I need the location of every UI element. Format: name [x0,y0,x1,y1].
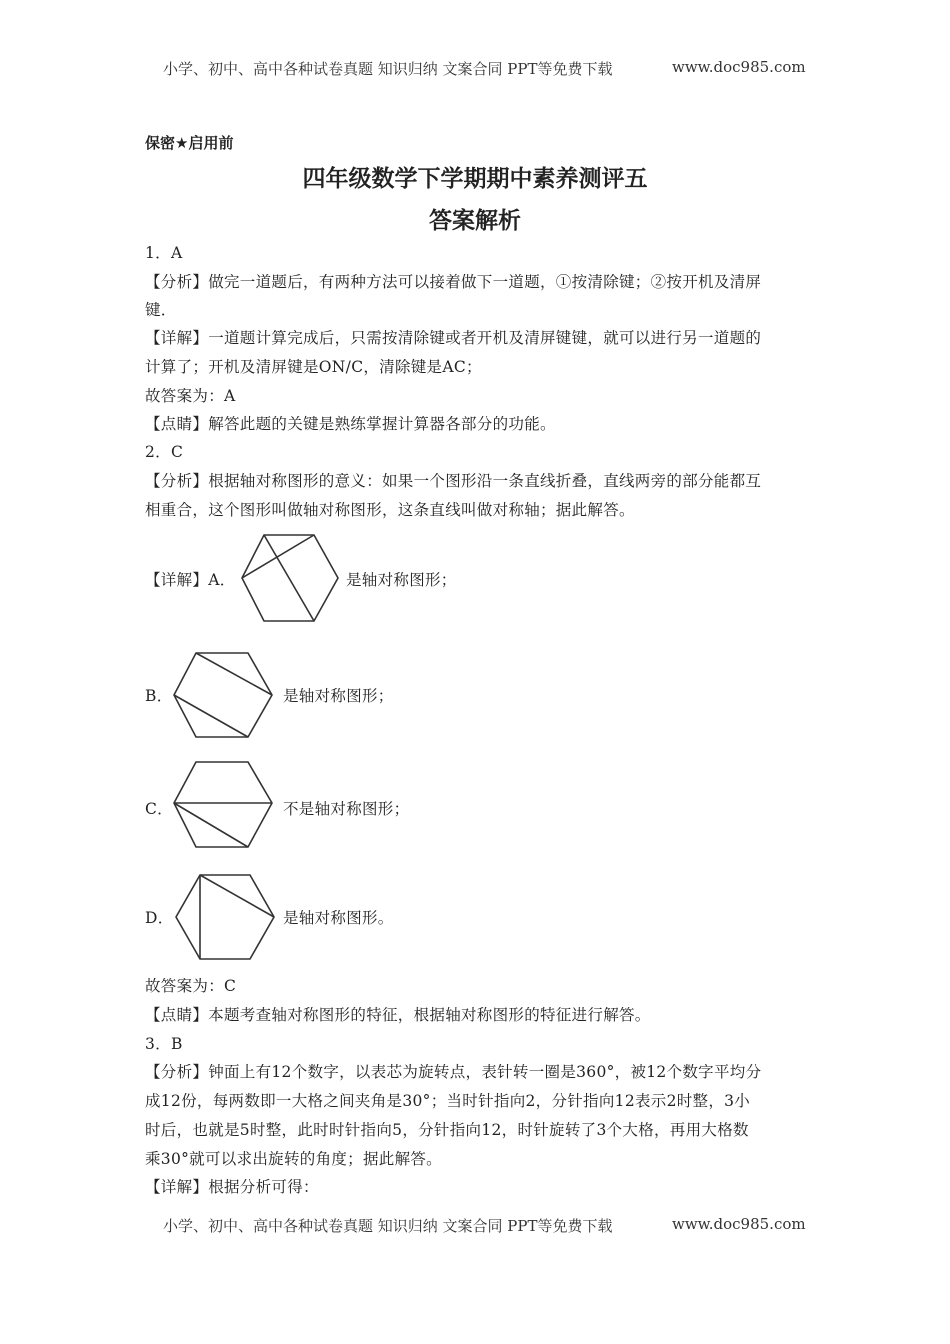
hexagon-figure-d [174,873,276,961]
q1-analysis-line2: 键． [145,301,177,319]
q1-detail-line2: 计算了；开机及清屏键是ON/C，清除键是AC； [145,358,482,376]
q2-option-d-label: D． [145,909,174,927]
q3-detail-line1: 【详解】根据分析可得： [145,1178,319,1196]
q3-analysis-line4: 乘30°就可以求出旋转的角度；据此解答。 [145,1150,442,1168]
q1-detail-line1: 【详解】一道题计算完成后，只需按清除键或者开机及清屏键键，就可以进行另一道题的 [145,329,762,347]
footer-text: 小学、初中、高中各种试卷真题 知识归纳 文案合同 PPT等免费下载 [163,1217,613,1235]
hexagon-figure-b [172,651,274,739]
q1-comment: 【点睛】解答此题的关键是熟练掌握计算器各部分的功能。 [145,415,556,433]
footer-url: www.doc985.com [672,1215,806,1233]
q3-answer: 3．B [145,1035,183,1053]
hexagon-figure-c [172,760,274,850]
q2-analysis-line1: 【分析】根据轴对称图形的意义：如果一个图形沿一条直线折叠，直线两旁的部分能都互 [145,472,762,490]
q2-option-c-label: C． [145,800,173,818]
q2-answer: 2．C [145,443,184,461]
page-subtitle: 答案解析 [429,208,521,234]
q2-option-b-text: 是轴对称图形； [283,687,394,705]
q3-analysis-line2: 成12份，每两数即一大格之间夹角是30°；当时针指向2，分针指向12表示2时整，3小 [145,1092,751,1110]
q2-comment: 【点睛】本题考查轴对称图形的特征，根据轴对称图形的特征进行解答。 [145,1006,651,1024]
q2-analysis-line2: 相重合，这个图形叫做轴对称图形，这条直线叫做对称轴；据此解答。 [145,501,635,519]
q1-answer: 1．A [145,244,183,262]
q1-analysis-line1: 【分析】做完一道题后，有两种方法可以接着做下一道题，①按清除键；②按开机及清屏 [145,273,762,291]
q3-analysis-line3: 时后，也就是5时整，此时时针指向5，分针指向12，时针旋转了3个大格，再用大格数 [145,1121,749,1139]
q2-option-a-text: 是轴对称图形； [346,571,457,589]
q2-option-b-label: B． [145,687,173,705]
q2-detail-prefix: 【详解】A． [145,571,236,589]
q1-conclusion: 故答案为：A [145,387,236,405]
header-url: www.doc985.com [672,58,806,76]
page-title: 四年级数学下学期期中素养测评五 [302,166,648,192]
q3-analysis-line1: 【分析】钟面上有12个数字，以表芯为旋转点，表针转一圈是360°，被12个数字平均分 [145,1063,762,1081]
hexagon-figure-a [240,533,340,623]
secret-label: 保密★启用前 [145,134,234,152]
q2-conclusion: 故答案为：C [145,977,237,995]
q2-option-c-text: 不是轴对称图形； [283,800,410,818]
q2-option-d-text: 是轴对称图形。 [283,909,394,927]
header-text: 小学、初中、高中各种试卷真题 知识归纳 文案合同 PPT等免费下载 [163,60,613,78]
